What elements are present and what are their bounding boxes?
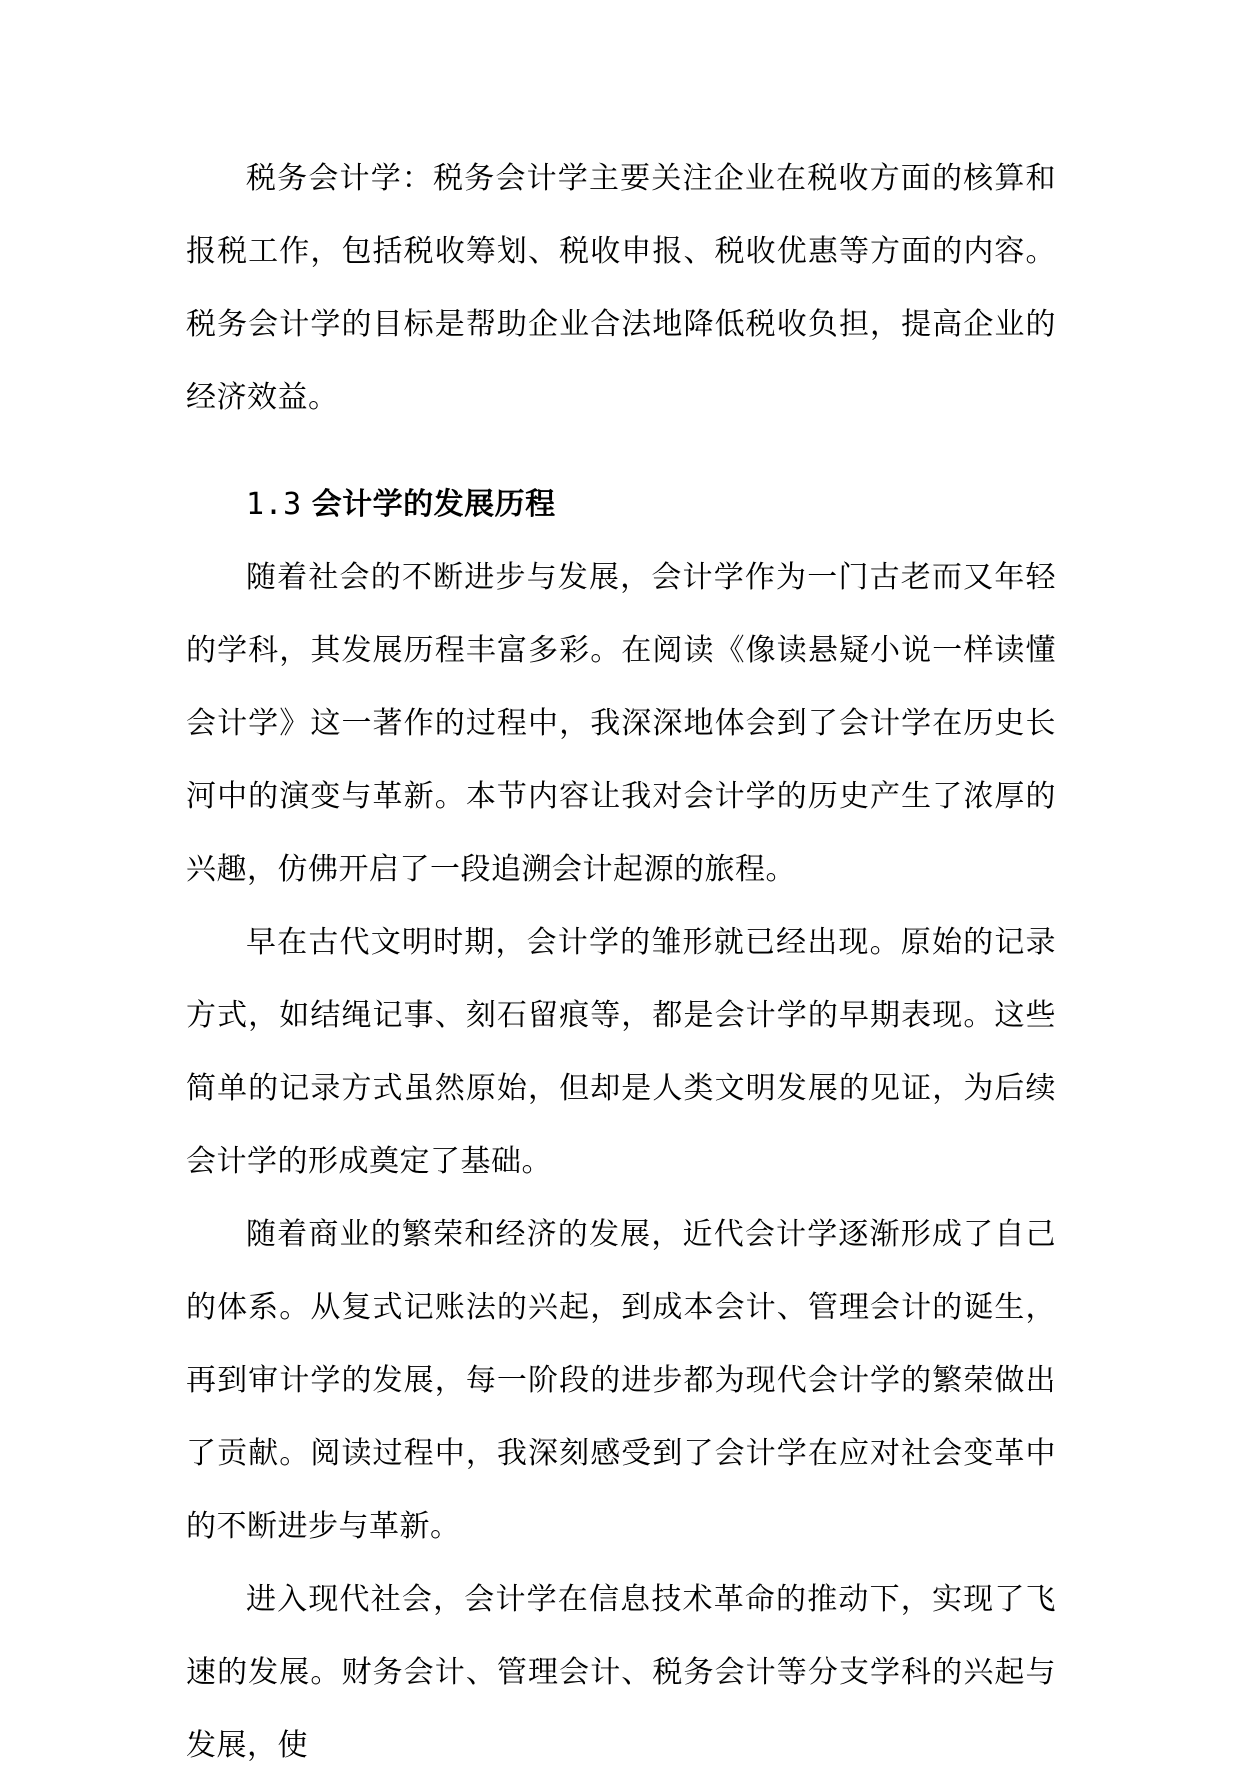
- paragraph-ancient: 早在古代文明时期，会计学的雏形就已经出现。原始的记录方式，如结绳记事、刻石留痕等，都是会计学的早期表现。这些简单的记录方式虽然原始，但却是人类文明发展的见证，为后续会计学的形成奠定了基础。: [186, 925, 1056, 1179]
- paragraph-tax-accounting: 税务会计学：税务会计学主要关注企业在税收方面的核算和报税工作，包括税收筹划、税收申报、税收优惠等方面的内容。税务会计学的目标是帮助企业合法地降低税收负担，提高企业的经济效益。: [186, 161, 1056, 415]
- paragraph-contemporary: 进入现代社会，会计学在信息技术革命的推动下，实现了飞速的发展。财务会计、管理会计、税务会计等分支学科的兴起与发展，使: [186, 1582, 1056, 1763]
- section-number: 1.3: [246, 487, 302, 522]
- section-title: 会计学的发展历程: [311, 487, 556, 522]
- section-heading: [186, 468, 1056, 541]
- document-page: [186, 142, 1056, 1782]
- paragraph-modern-era: 随着商业的繁荣和经济的发展，近代会计学逐渐形成了自己的体系。从复式记账法的兴起，到成本会计、管理会计的诞生，再到审计学的发展，每一阶段的进步都为现代会计学的繁荣做出了贡献。阅读过程中，我深刻感受到了会计学在应对社会变革中的不断进步与革新。: [186, 1217, 1056, 1544]
- paragraph-intro: 随着社会的不断进步与发展，会计学作为一门古老而又年轻的学科，其发展历程丰富多彩。在阅读《像读悬疑小说一样读懂会计学》这一著作的过程中，我深深地体会到了会计学在历史长河中的演变与革新。本节内容让我对会计学的历史产生了浓厚的兴趣，仿佛开启了一段追溯会计起源的旅程。: [186, 560, 1056, 887]
